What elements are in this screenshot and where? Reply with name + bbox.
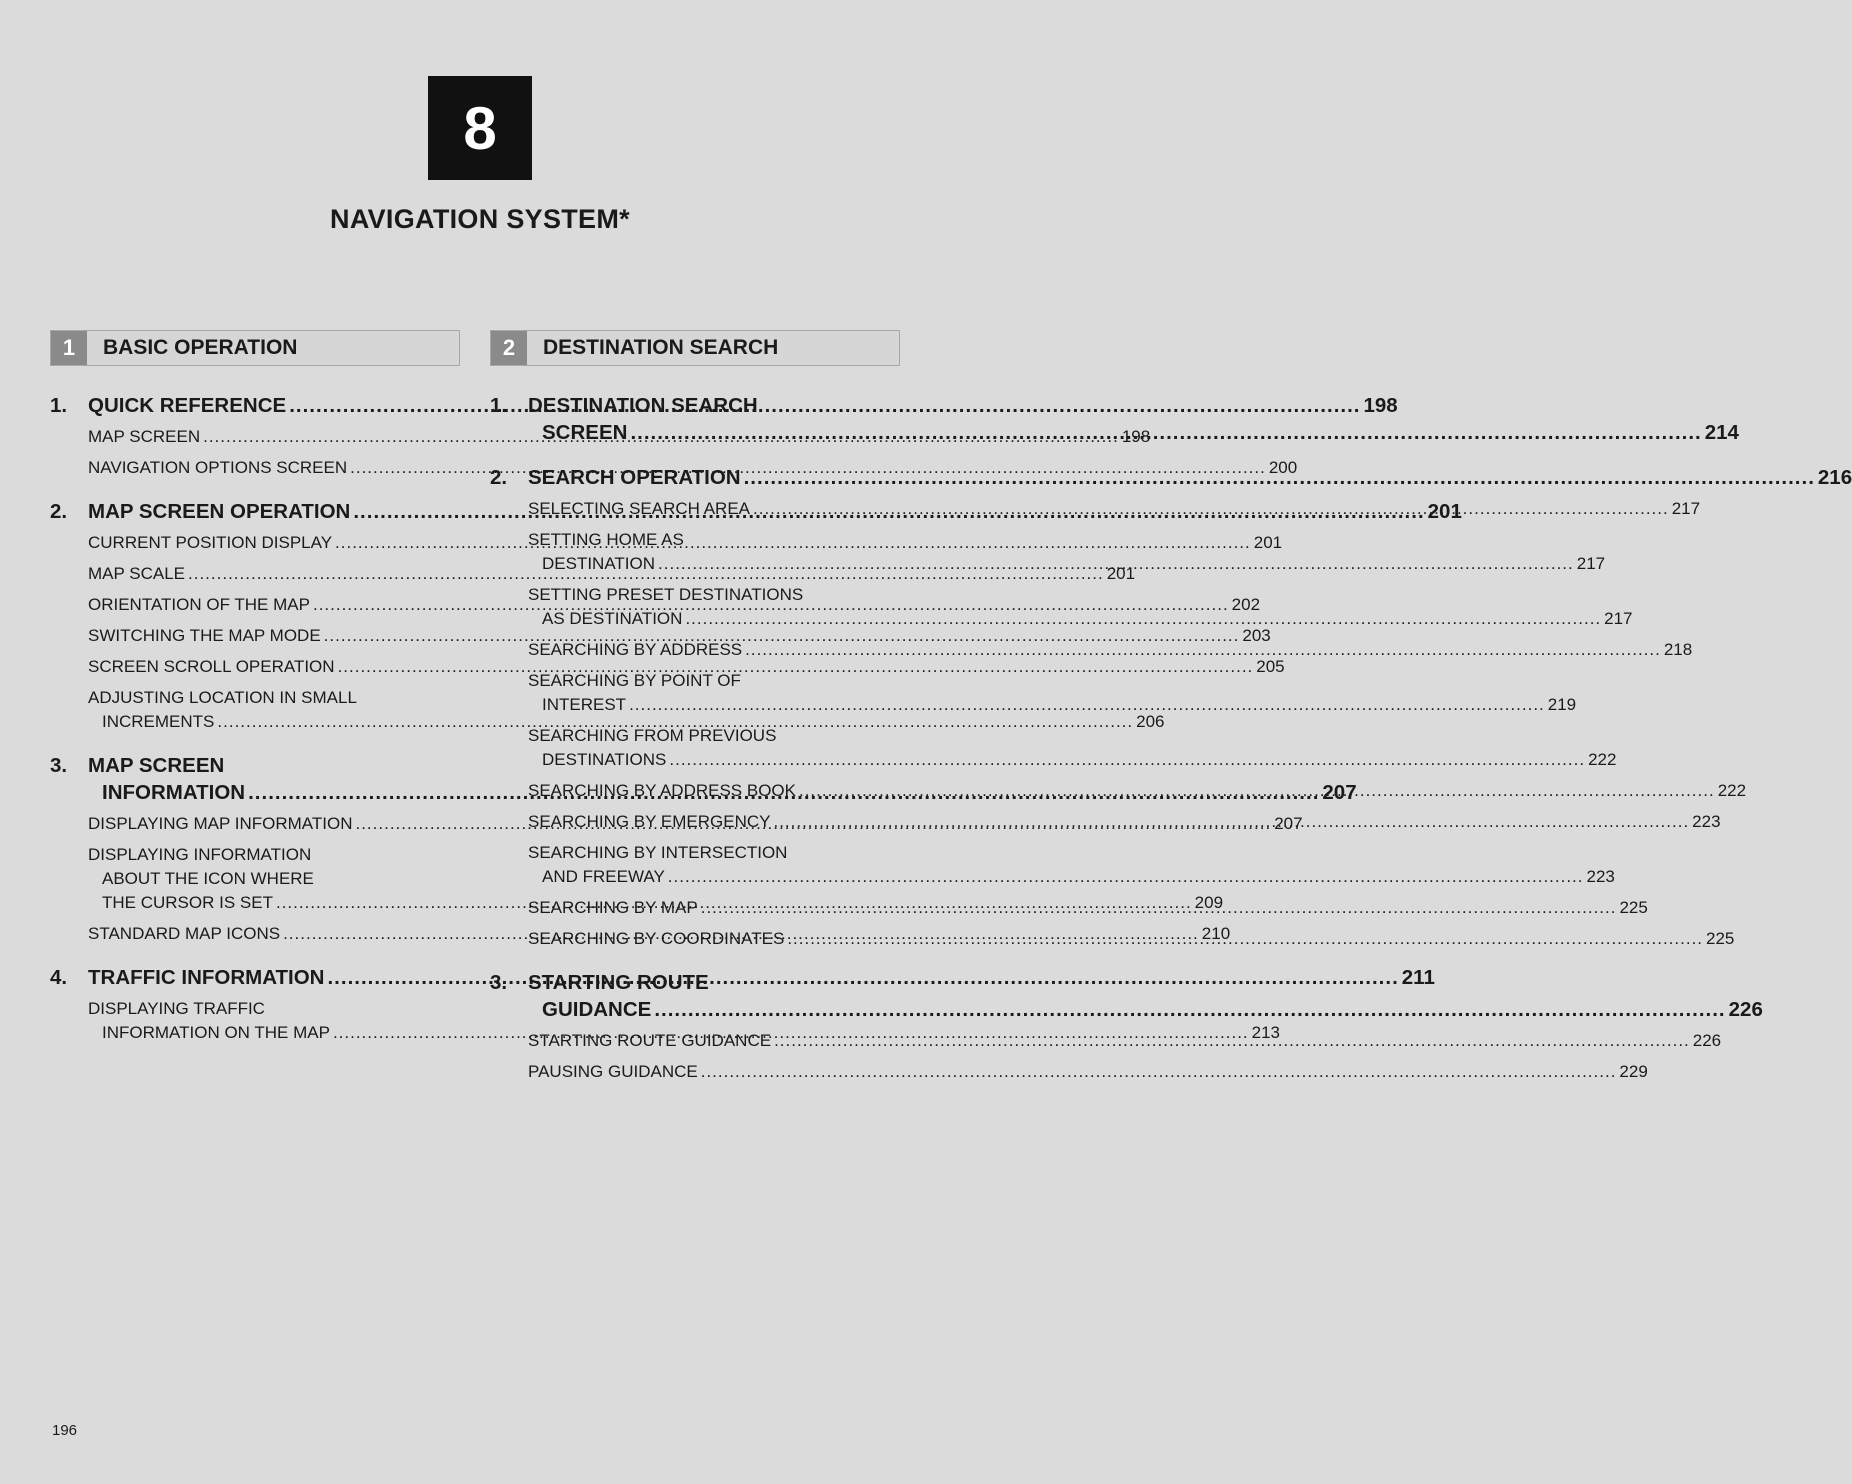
- toc-text: STARTING ROUTE GUIDANCE: [528, 1031, 772, 1050]
- toc-line: [88, 425, 1151, 449]
- toc-page-link[interactable]: 201: [1427, 500, 1462, 523]
- toc-text: INFORMATION ON THE MAP: [102, 1023, 330, 1042]
- toc-line: [528, 464, 1852, 491]
- toc-page-link[interactable]: 225: [1619, 898, 1648, 917]
- toc-sub-entry[interactable]: [88, 624, 1271, 648]
- toc-line: [528, 607, 1633, 631]
- toc-text: MAP SCREEN: [88, 754, 225, 777]
- toc-text: MAP SCREEN OPERATION: [88, 500, 351, 523]
- toc-sub-entry[interactable]: [88, 655, 1285, 679]
- entry-number: 1.: [490, 394, 508, 417]
- section-title: BASIC OPERATION: [103, 336, 298, 359]
- toc-text: SCREEN SCROLL OPERATION: [88, 657, 335, 676]
- toc-page-link[interactable]: 222: [1717, 781, 1747, 800]
- toc-sub-entry[interactable]: [88, 425, 1151, 449]
- toc-page-link[interactable]: 198: [1121, 427, 1151, 446]
- toc-text: ABOUT THE ICON WHERE: [102, 869, 314, 888]
- toc-page-link[interactable]: 214: [1704, 421, 1739, 444]
- entry-number: 3.: [490, 971, 508, 994]
- entry-title: [528, 392, 1739, 446]
- toc-line: [528, 693, 1577, 717]
- toc-text: SEARCHING BY INTERSECTION: [528, 843, 788, 862]
- toc-page-link[interactable]: 217: [1604, 609, 1633, 628]
- dot-leader: [773, 810, 1689, 834]
- entry-title: [528, 969, 1763, 1023]
- toc-text: DESTINATION SEARCH: [528, 394, 758, 417]
- toc-line: [528, 996, 1763, 1023]
- toc-text: DISPLAYING MAP INFORMATION: [88, 814, 353, 833]
- toc-page-link[interactable]: 229: [1619, 1062, 1648, 1081]
- entry-number: 4.: [50, 966, 68, 989]
- toc-text: SEARCHING BY MAP: [528, 898, 698, 917]
- toc-page-link[interactable]: 201: [1253, 533, 1283, 552]
- toc-page-link[interactable]: 219: [1547, 695, 1577, 714]
- entry-title: [528, 464, 1852, 491]
- toc-text: SEARCHING BY ADDRESS BOOK: [528, 781, 796, 800]
- toc-text: SWITCHING THE MAP MODE: [88, 626, 321, 645]
- toc-page-link[interactable]: 209: [1194, 893, 1224, 912]
- section-header: [490, 330, 900, 366]
- toc-page-link[interactable]: 198: [1363, 394, 1398, 417]
- dot-leader: [685, 607, 1601, 631]
- section-number: 1: [51, 331, 87, 365]
- chapter-number: 8: [463, 94, 497, 162]
- toc-text: DESTINATION: [542, 554, 656, 573]
- toc-page-link[interactable]: 216: [1817, 466, 1852, 489]
- toc-text: DISPLAYING TRAFFIC: [88, 999, 265, 1018]
- dot-leader: [658, 552, 1574, 576]
- toc-sub-entry[interactable]: [528, 724, 1617, 772]
- toc-text: INTEREST: [542, 695, 627, 714]
- toc-text: MAP SCREEN: [88, 427, 201, 446]
- toc-sub-entry[interactable]: [528, 638, 1693, 662]
- toc-line: [88, 624, 1271, 648]
- toc-text: SEARCHING BY POINT OF: [528, 671, 741, 690]
- dot-leader: [745, 638, 1661, 662]
- page-number: 196: [52, 1422, 78, 1439]
- dot-leader: [701, 1060, 1617, 1084]
- toc-text: SEARCHING BY EMERGENCY: [528, 812, 771, 831]
- toc-text: QUICK REFERENCE: [88, 394, 287, 417]
- toc-page-link[interactable]: 223: [1586, 867, 1615, 886]
- toc-text: PAUSING GUIDANCE: [528, 1062, 698, 1081]
- dot-leader: [630, 419, 1701, 446]
- toc-sub-entry[interactable]: [528, 841, 1615, 889]
- dot-leader: [669, 748, 1585, 772]
- dot-leader: [654, 996, 1725, 1023]
- toc-page-link[interactable]: 223: [1692, 812, 1721, 831]
- dot-leader: [774, 1029, 1690, 1053]
- toc-text: SEARCH OPERATION: [528, 466, 741, 489]
- toc-line: [88, 710, 1165, 734]
- toc-text: STANDARD MAP ICONS: [88, 924, 281, 943]
- toc-page-link[interactable]: 218: [1663, 640, 1693, 659]
- toc-page-link[interactable]: 210: [1201, 924, 1231, 943]
- toc-text: INCREMENTS: [102, 712, 215, 731]
- toc-sub-entry[interactable]: [528, 1060, 1648, 1084]
- entry-number: 1.: [50, 394, 68, 417]
- toc-text: ADJUSTING LOCATION IN SMALL: [88, 688, 357, 707]
- toc-text: CURRENT POSITION DISPLAY: [88, 533, 333, 552]
- toc-text: SCREEN: [542, 421, 628, 444]
- toc-text: AS DESTINATION: [542, 609, 683, 628]
- dot-leader: [701, 896, 1617, 920]
- toc-text: TRAFFIC INFORMATION: [88, 966, 325, 989]
- toc-page-link[interactable]: 225: [1706, 929, 1735, 948]
- toc-text: THE CURSOR IS SET: [102, 893, 273, 912]
- toc-text: SEARCHING BY ADDRESS: [528, 640, 743, 659]
- section-title: DESTINATION SEARCH: [543, 336, 779, 359]
- dot-leader: [799, 779, 1715, 803]
- toc-page-link[interactable]: 217: [1671, 499, 1701, 518]
- toc-page-link[interactable]: 200: [1268, 458, 1298, 477]
- toc-page-link[interactable]: 205: [1256, 657, 1285, 676]
- toc-page-link[interactable]: 202: [1231, 595, 1261, 614]
- toc-text: SEARCHING BY COORDINATES: [528, 929, 785, 948]
- toc-page-link[interactable]: 207: [1322, 781, 1357, 804]
- toc-text: GUIDANCE: [542, 998, 652, 1021]
- toc-line: [88, 655, 1285, 679]
- toc-page-link[interactable]: 222: [1588, 750, 1617, 769]
- entry-number: 2.: [50, 500, 68, 523]
- entry-number: 3.: [50, 754, 68, 777]
- toc-page-link[interactable]: 226: [1728, 998, 1763, 1021]
- toc-text: ORIENTATION OF THE MAP: [88, 595, 310, 614]
- chapter-number-badge: [428, 76, 532, 180]
- toc-text: MAP SCALE: [88, 564, 186, 583]
- section-number: 2: [491, 331, 527, 365]
- toc-text: AND FREEWAY: [542, 867, 665, 886]
- toc-page-link[interactable]: 217: [1576, 554, 1606, 573]
- toc-page-link[interactable]: 206: [1136, 712, 1165, 731]
- toc-page-link[interactable]: 226: [1692, 1031, 1722, 1050]
- dot-leader: [629, 693, 1545, 717]
- dot-leader: [668, 865, 1584, 889]
- toc-page-link[interactable]: 201: [1106, 564, 1136, 583]
- entry-number: 2.: [490, 466, 508, 489]
- toc-line: [528, 638, 1693, 662]
- dot-leader: [744, 464, 1815, 491]
- section-header: [50, 330, 460, 366]
- toc-line: [528, 419, 1739, 446]
- toc-text: DESTINATIONS: [542, 750, 667, 769]
- toc-text: NAVIGATION OPTIONS SCREEN: [88, 458, 348, 477]
- dot-leader: [753, 497, 1669, 521]
- toc-text: SETTING PRESET DESTINATIONS: [528, 585, 804, 604]
- chapter-title: NAVIGATION SYSTEM*: [330, 204, 630, 234]
- toc-text: STARTING ROUTE: [528, 971, 709, 994]
- toc-line: [528, 1060, 1648, 1084]
- toc-text: SETTING HOME AS: [528, 530, 684, 549]
- dot-leader: [787, 927, 1703, 951]
- toc-text: INFORMATION: [102, 781, 246, 804]
- toc-text: DISPLAYING INFORMATION: [88, 845, 312, 864]
- toc-page-link[interactable]: 211: [1401, 966, 1435, 989]
- toc-page-link[interactable]: 213: [1251, 1023, 1281, 1042]
- toc-text: SEARCHING FROM PREVIOUS: [528, 726, 777, 745]
- toc-line: [528, 865, 1615, 889]
- toc-text: SELECTING SEARCH AREA: [528, 499, 751, 518]
- toc-page-link[interactable]: 203: [1242, 626, 1271, 645]
- toc-line: [528, 748, 1617, 772]
- toc-page-link[interactable]: 207: [1274, 814, 1303, 833]
- toc-sub-entry[interactable]: [528, 669, 1577, 717]
